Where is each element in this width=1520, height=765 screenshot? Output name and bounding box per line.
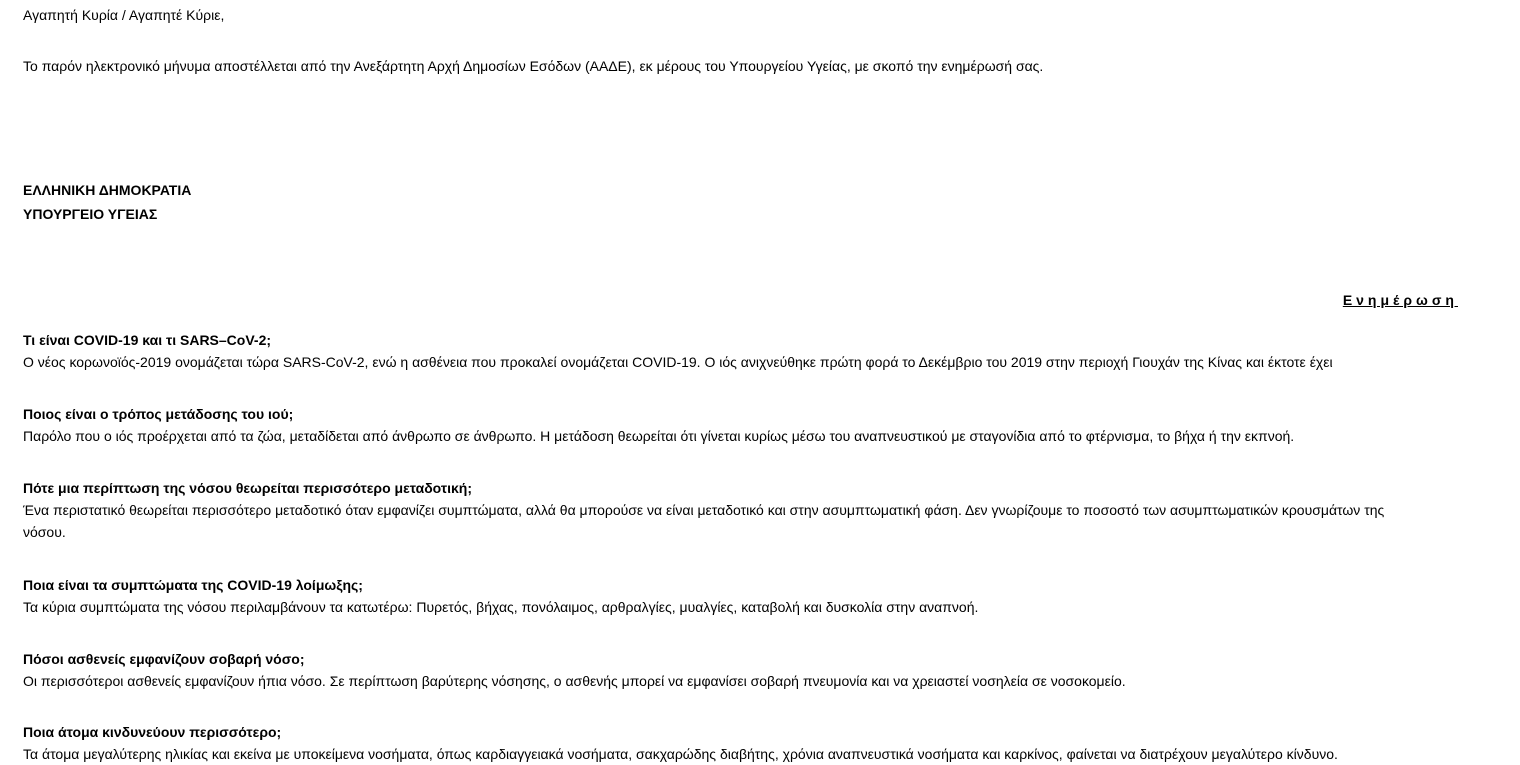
faq-question: Ποια είναι τα συμπτώματα της COVID-19 λοίμωξης;	[23, 577, 363, 593]
faq-question: Πότε μια περίπτωση της νόσου θεωρείται περισσότερο μεταδοτική;	[23, 480, 473, 496]
faq-question: Ποια άτομα κινδυνεύουν περισσότερο;	[23, 724, 282, 740]
faq-answer: Ένα περιστατικό θεωρείται περισσότερο μεταδοτικό όταν εμφανίζει συμπτώματα, αλλά θα μπορούσε να είναι μεταδοτικό και στην ασυμπτωματική φάση. Δεν γνωρίζουμε το ποσοστό των ασυμπτωματικών κρουσμάτων της	[23, 502, 1385, 518]
faq-answer: Παρόλο που ο ιός προέρχεται από τα ζώα, μεταδίδεται από άνθρωπο σε άνθρωπο. Η μετάδοση θεωρείται ότι γίνεται κυρίως μέσω του αναπνευστικού με σταγονίδια από το φτέρνισμα, το βήχα ή την εκπνοή.	[23, 428, 1295, 444]
info-heading: Ενημέρωση	[1342, 292, 1458, 308]
faq-item	[23, 576, 978, 618]
faq-answer: Τα άτομα μεγαλύτερης ηλικίας και εκείνα με υποκείμενα νοσήματα, όπως καρδιαγγειακά νοσήματα, σακχαρώδης διαβήτης, χρόνια αναπνευστικά νοσήματα και καρκίνος, φαίνεται να διατρέχουν μεγαλύτερο κίνδυνο.	[23, 746, 1338, 762]
faq-question: Πόσοι ασθενείς εμφανίζουν σοβαρή νόσο;	[23, 651, 305, 667]
greeting: Αγαπητή Κυρία / Αγαπητέ Κύριε,	[23, 7, 225, 23]
intro-paragraph: Το παρόν ηλεκτρονικό μήνυμα αποστέλλεται από την Ανεξάρτητη Αρχή Δημοσίων Εσόδων (ΑΑΔΕ), εκ μέρους του Υπουργείου Υγείας, με σκοπό την ενημέρωσή σας.	[23, 58, 1044, 74]
faq-answer: Τα κύρια συμπτώματα της νόσου περιλαμβάνουν τα κατωτέρω: Πυρετός, βήχας, πονόλαιμος, αρθραλγίες, μυαλγίες, καταβολή και δυσκολία στην αναπνοή.	[23, 599, 979, 615]
faq-item	[23, 723, 1338, 765]
faq-answer: Οι περισσότεροι ασθενείς εμφανίζουν ήπια νόσο. Σε περίπτωση βαρύτερης νόσησης, ο ασθενής μπορεί να εμφανίσει σοβαρή πνευμονία και να χρειαστεί νοσηλεία σε νοσοκομείο.	[23, 673, 1126, 689]
faq-item	[23, 479, 1384, 543]
faq-item	[23, 405, 1294, 447]
ministry-title: ΥΠΟΥΡΓΕΙΟ ΥΓΕΙΑΣ	[23, 206, 158, 222]
ministry-header	[23, 178, 191, 226]
faq-question: Ποιος είναι ο τρόπος μετάδοσης του ιού;	[23, 406, 294, 422]
faq-item	[23, 650, 1126, 692]
republic-title: ΕΛΛΗΝΙΚΗ ΔΗΜΟΚΡΑΤΙΑ	[23, 182, 192, 198]
faq-answer: Ο νέος κορωνοϊός-2019 ονομάζεται τώρα SARS-CoV-2, ενώ η ασθένεια που προκαλεί ονομάζεται COVID-19. Ο ιός ανιχνεύθηκε πρώτη φορά το Δεκέμβριο του 2019 στην περιοχή Γιουχάν της Κίνας και έκτοτε έχει	[23, 354, 1333, 370]
faq-question: Τι είναι COVID-19 και τι SARS–CoV-2;	[23, 332, 272, 348]
faq-item	[23, 331, 1333, 373]
faq-answer-continued: νόσου.	[23, 524, 66, 540]
